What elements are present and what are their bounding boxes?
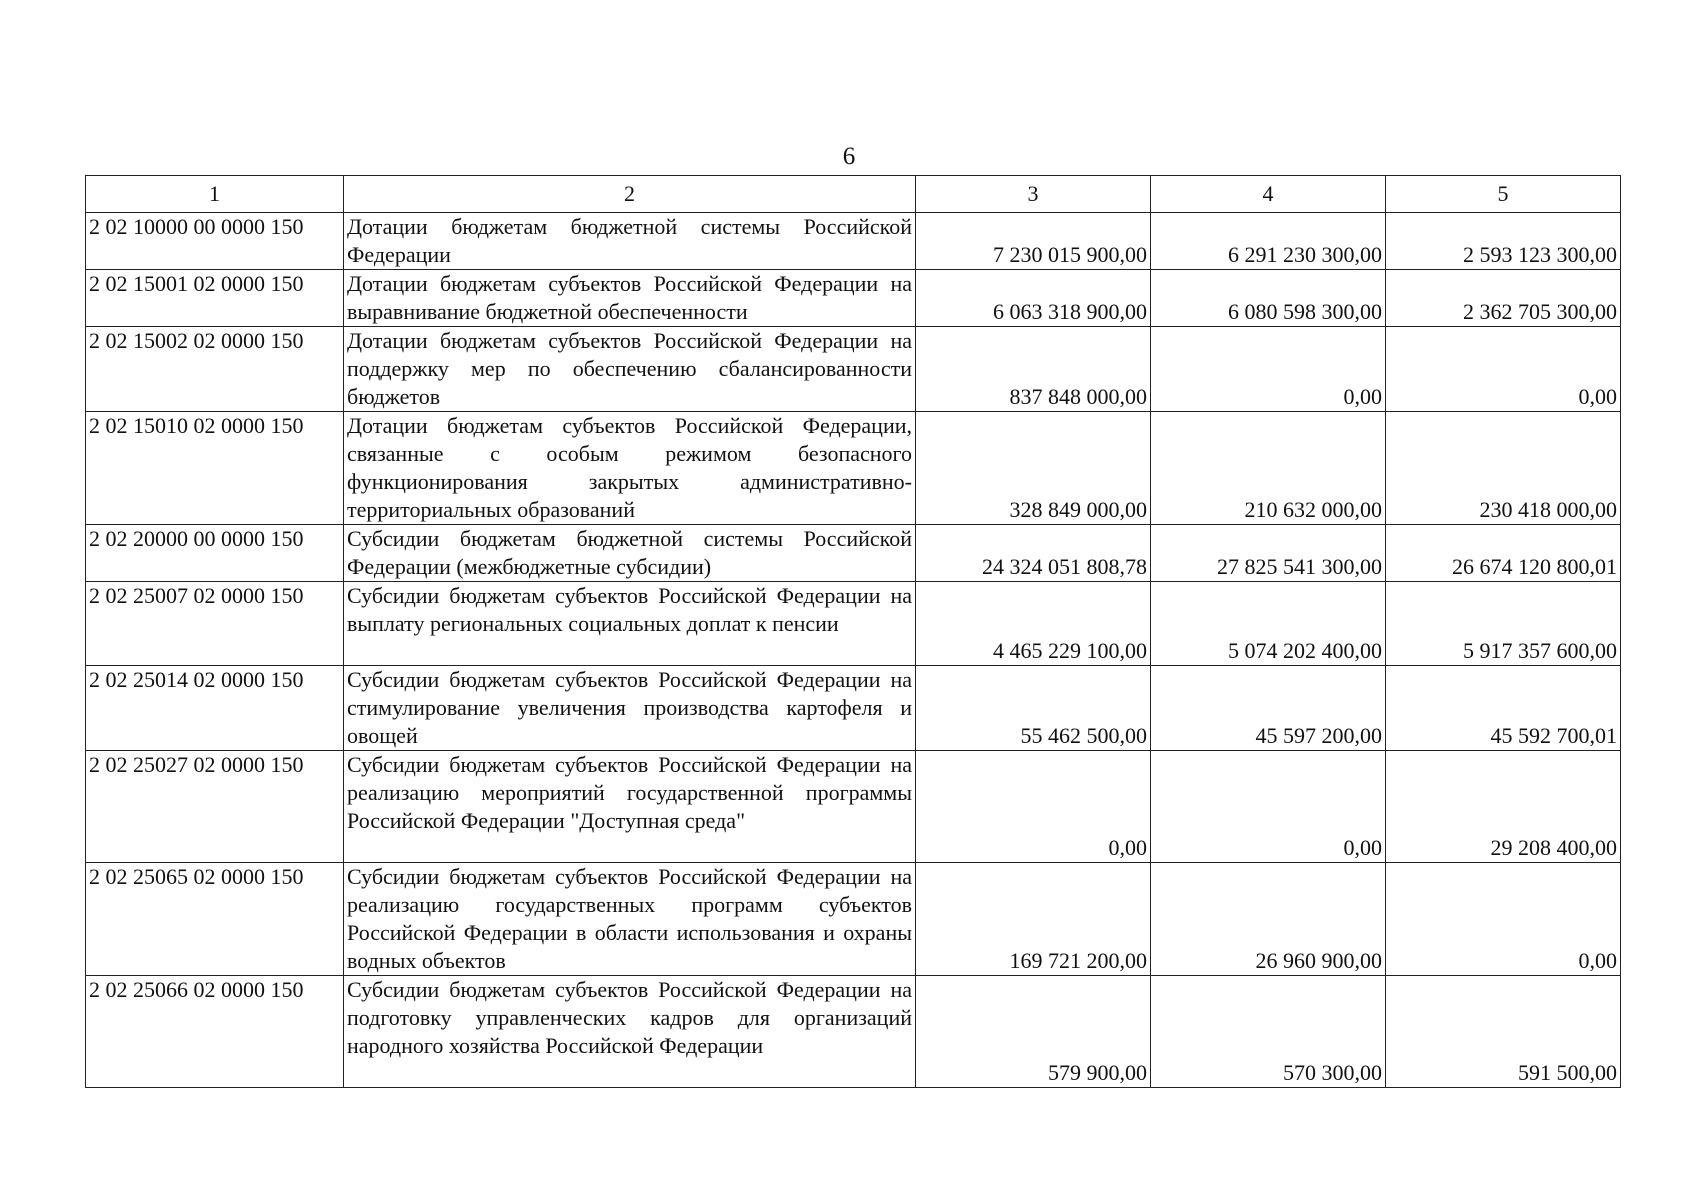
page-number: 6 xyxy=(842,143,856,170)
amount-col3-cell: 837 848 000,00 xyxy=(916,327,1151,412)
amount-col3-cell: 24 324 051 808,78 xyxy=(916,525,1151,582)
amount-col3-cell: 0,00 xyxy=(916,751,1151,863)
table-row xyxy=(86,213,1621,270)
amount-col5-cell: 5 917 357 600,00 xyxy=(1386,582,1621,666)
amount-col4-cell: 5 074 202 400,00 xyxy=(1151,582,1386,666)
amount-col5-cell: 2 362 705 300,00 xyxy=(1386,270,1621,327)
table-row xyxy=(86,863,1621,976)
amount-col5-cell: 26 674 120 800,01 xyxy=(1386,525,1621,582)
budget-code-cell: 2 02 25065 02 0000 150 xyxy=(86,863,344,976)
amount-col4-cell: 0,00 xyxy=(1151,751,1386,863)
table-row xyxy=(86,412,1621,525)
column-header-5: 5 xyxy=(1386,176,1621,213)
description-cell: Субсидии бюджетам субъектов Российской Федерации на выплату региональных социальных доплат к пенсии xyxy=(344,582,916,666)
table-row xyxy=(86,582,1621,666)
budget-code-cell: 2 02 25027 02 0000 150 xyxy=(86,751,344,863)
budget-code-cell: 2 02 25007 02 0000 150 xyxy=(86,582,344,666)
budget-code-cell: 2 02 15010 02 0000 150 xyxy=(86,412,344,525)
budget-code-cell: 2 02 20000 00 0000 150 xyxy=(86,525,344,582)
description-cell: Субсидии бюджетам субъектов Российской Федерации на подготовку управленческих кадров для организаций народного хозяйства Российской Федерации xyxy=(344,976,916,1088)
amount-col5-cell: 0,00 xyxy=(1386,863,1621,976)
column-header-4: 4 xyxy=(1151,176,1386,213)
amount-col5-cell: 0,00 xyxy=(1386,327,1621,412)
amount-col4-cell: 570 300,00 xyxy=(1151,976,1386,1088)
amount-col3-cell: 169 721 200,00 xyxy=(916,863,1151,976)
amount-col4-cell: 45 597 200,00 xyxy=(1151,666,1386,751)
amount-col5-cell: 45 592 700,01 xyxy=(1386,666,1621,751)
table-header-row xyxy=(86,176,1621,213)
description-cell: Субсидии бюджетам субъектов Российской Федерации на реализацию мероприятий государственной программы Российской Федерации "Доступная среда" xyxy=(344,751,916,863)
table-row xyxy=(86,751,1621,863)
amount-col5-cell: 2 593 123 300,00 xyxy=(1386,213,1621,270)
column-header-1: 1 xyxy=(86,176,344,213)
amount-col3-cell: 328 849 000,00 xyxy=(916,412,1151,525)
description-cell: Дотации бюджетам субъектов Российской Федерации, связанные с особым режимом безопасного функционирования закрытых административно-территориальных образований xyxy=(344,412,916,525)
amount-col4-cell: 0,00 xyxy=(1151,327,1386,412)
amount-col3-cell: 55 462 500,00 xyxy=(916,666,1151,751)
column-header-3: 3 xyxy=(916,176,1151,213)
amount-col5-cell: 591 500,00 xyxy=(1386,976,1621,1088)
table-row xyxy=(86,327,1621,412)
table-row xyxy=(86,666,1621,751)
budget-code-cell: 2 02 10000 00 0000 150 xyxy=(86,213,344,270)
table-row xyxy=(86,270,1621,327)
description-cell: Дотации бюджетам субъектов Российской Федерации на выравнивание бюджетной обеспеченности xyxy=(344,270,916,327)
amount-col5-cell: 230 418 000,00 xyxy=(1386,412,1621,525)
amount-col4-cell: 26 960 900,00 xyxy=(1151,863,1386,976)
amount-col4-cell: 27 825 541 300,00 xyxy=(1151,525,1386,582)
column-header-2: 2 xyxy=(344,176,916,213)
table-row xyxy=(86,525,1621,582)
budget-revenue-table xyxy=(85,175,1621,1088)
table-row xyxy=(86,976,1621,1088)
amount-col3-cell: 6 063 318 900,00 xyxy=(916,270,1151,327)
amount-col4-cell: 210 632 000,00 xyxy=(1151,412,1386,525)
amount-col4-cell: 6 291 230 300,00 xyxy=(1151,213,1386,270)
description-cell: Субсидии бюджетам бюджетной системы Российской Федерации (межбюджетные субсидии) xyxy=(344,525,916,582)
amount-col3-cell: 4 465 229 100,00 xyxy=(916,582,1151,666)
description-cell: Дотации бюджетам бюджетной системы Российской Федерации xyxy=(344,213,916,270)
description-cell: Дотации бюджетам субъектов Российской Федерации на поддержку мер по обеспечению сбалансированности бюджетов xyxy=(344,327,916,412)
amount-col5-cell: 29 208 400,00 xyxy=(1386,751,1621,863)
budget-code-cell: 2 02 15002 02 0000 150 xyxy=(86,327,344,412)
budget-code-cell: 2 02 25066 02 0000 150 xyxy=(86,976,344,1088)
description-cell: Субсидии бюджетам субъектов Российской Федерации на реализацию государственных программ субъектов Российской Федерации в области использования и охраны водных объектов xyxy=(344,863,916,976)
amount-col3-cell: 7 230 015 900,00 xyxy=(916,213,1151,270)
amount-col3-cell: 579 900,00 xyxy=(916,976,1151,1088)
description-cell: Субсидии бюджетам субъектов Российской Федерации на стимулирование увеличения производства картофеля и овощей xyxy=(344,666,916,751)
budget-code-cell: 2 02 25014 02 0000 150 xyxy=(86,666,344,751)
budget-code-cell: 2 02 15001 02 0000 150 xyxy=(86,270,344,327)
amount-col4-cell: 6 080 598 300,00 xyxy=(1151,270,1386,327)
